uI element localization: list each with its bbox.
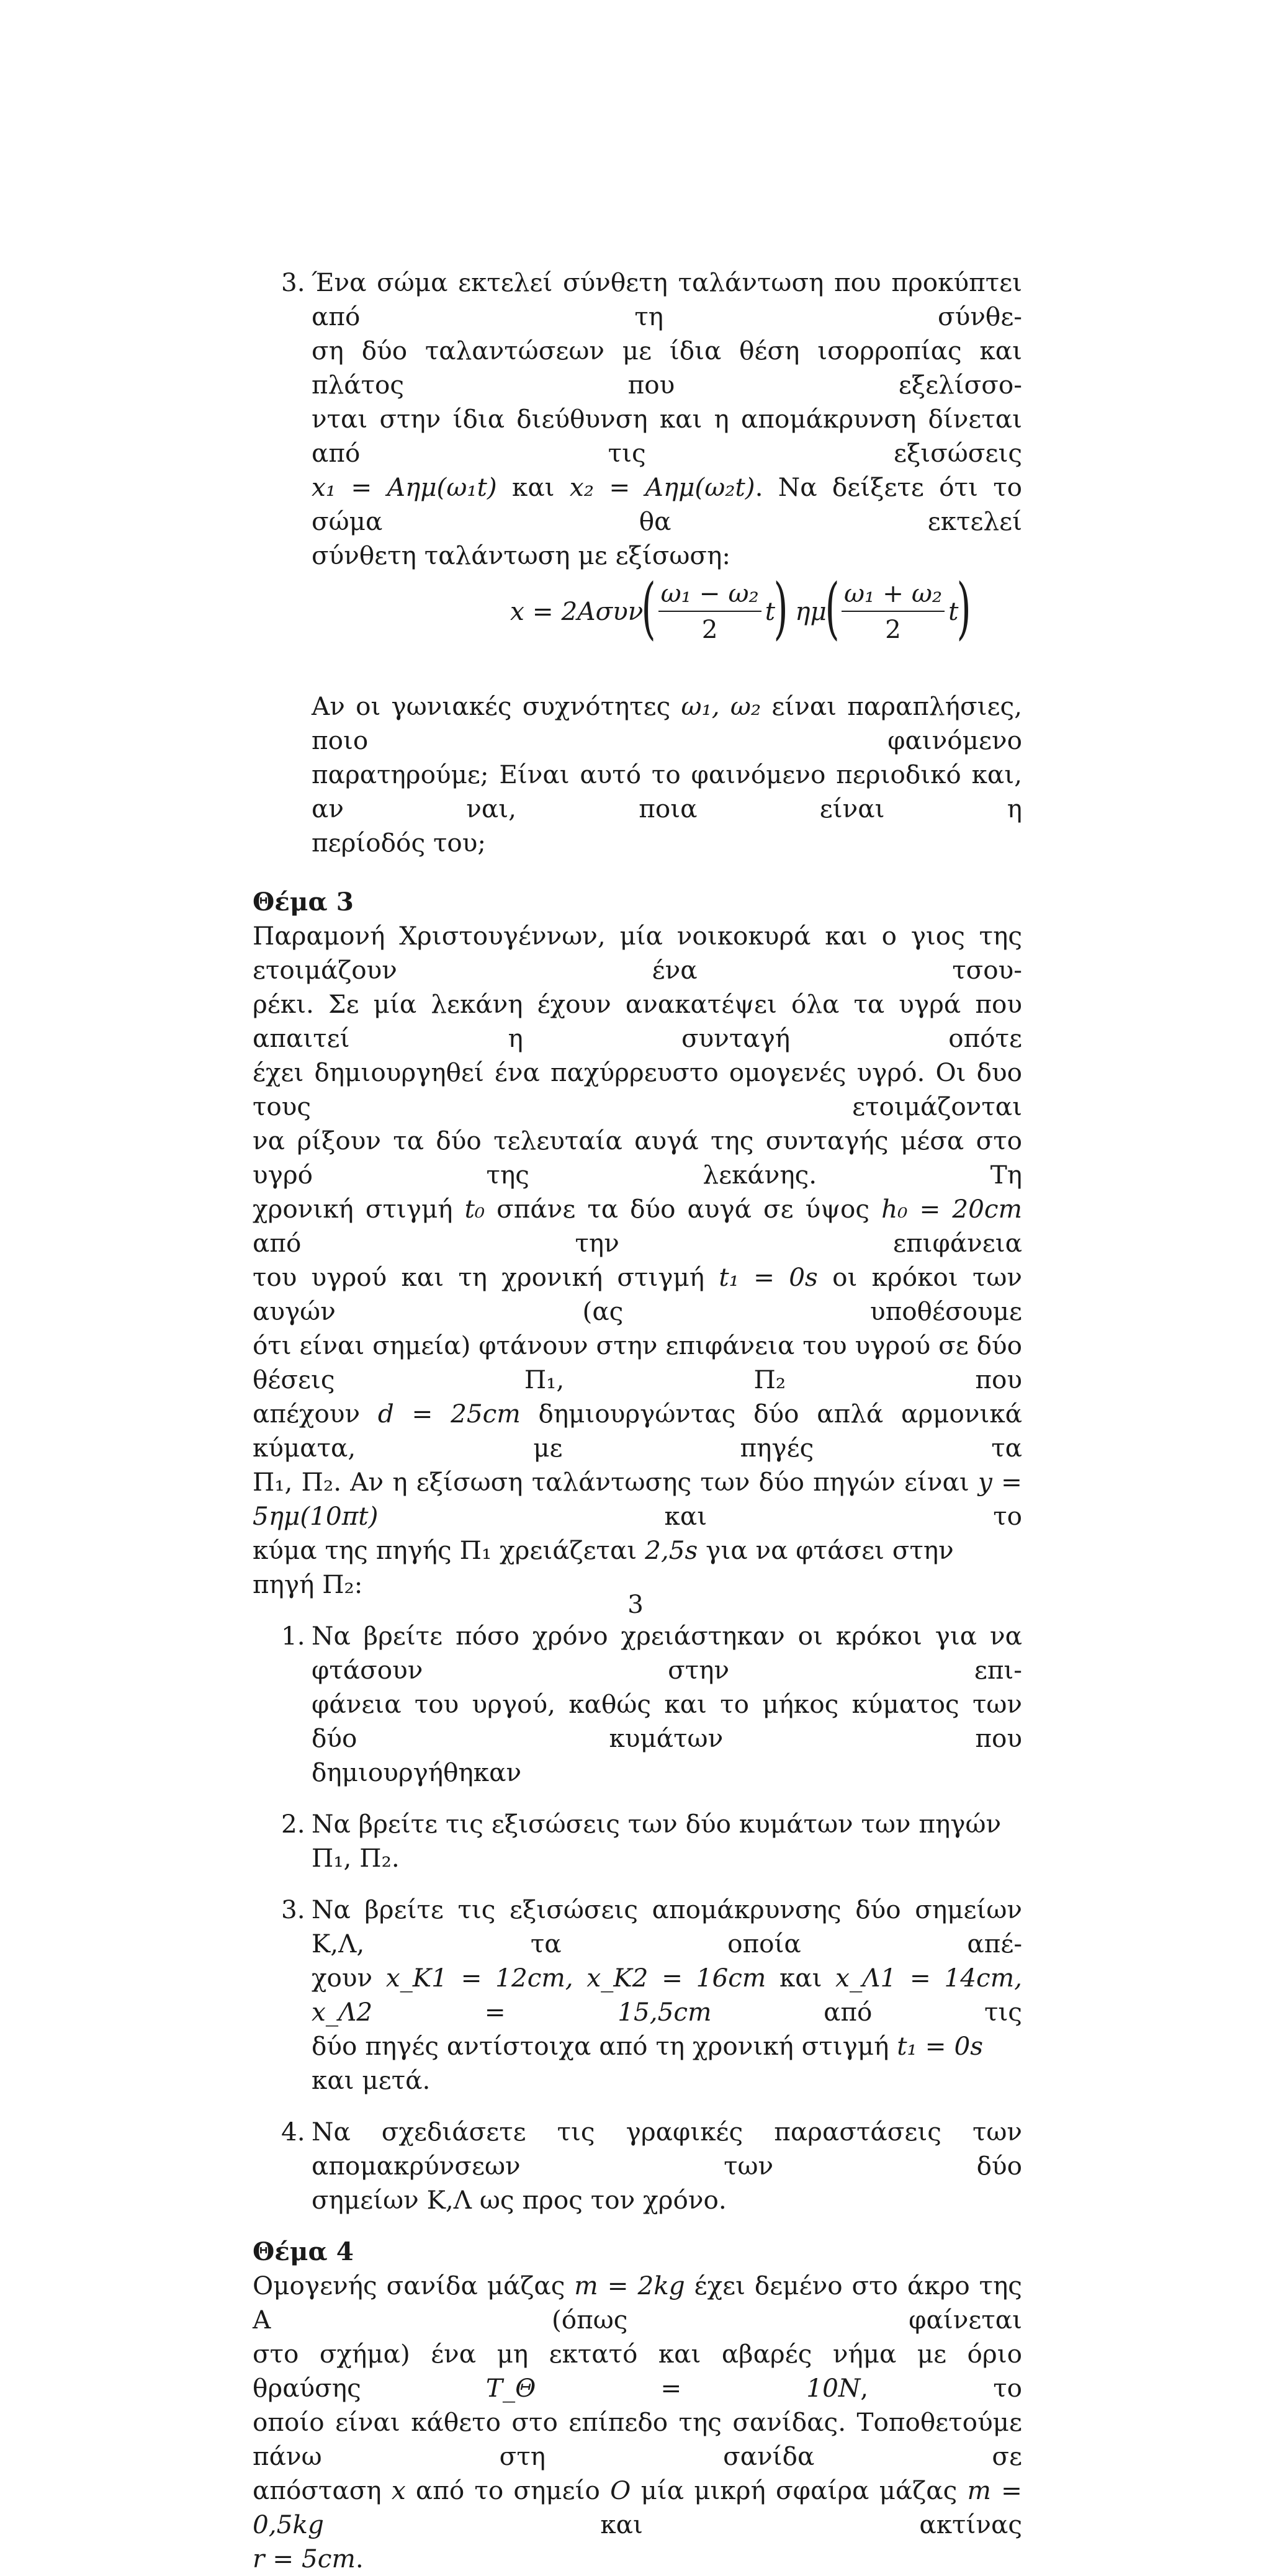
text-line: στο σχήμα) ένα μη εκτατό και αβαρές νήμα με όριο θραύσης T_Θ = 10N, το	[253, 2339, 1022, 2403]
text-line: ότι είναι σημεία) φτάνουν στην επιφάνεια του υγρού σε δύο θέσεις Π₁, Π₂ που	[253, 1331, 1023, 1394]
sub-item-2	[253, 1807, 1022, 1875]
fraction-denominator: 2	[701, 614, 718, 644]
text-line: φάνεια του υργού, καθώς και το μήκος κύματος των δύο κυμάτων που	[312, 1689, 1022, 1753]
eq-var: t	[765, 596, 776, 626]
fraction-numerator: ω₁ + ω₂	[842, 578, 945, 612]
section-heading: Θέμα 4	[253, 2237, 354, 2266]
sub-item-3	[253, 1893, 1022, 2098]
sub-item-4	[253, 2115, 1022, 2217]
text-line: Αν οι γωνιακές συχνότητες ω₁, ω₂ είναι παραπλήσιες, ποιο φαινόμενο	[312, 691, 1023, 755]
section-body	[253, 2269, 1022, 2576]
text-line: απέχουν d = 25cm δημιουργώντας δύο απλά αρμονικά κύματα, με πηγές τα	[253, 1399, 1022, 1463]
text-line: Να βρείτε τις εξισώσεις των δύο κυμάτων των πηγών Π₁, Π₂.	[312, 1809, 1002, 1873]
fraction-numerator: ω₁ − ω₂	[658, 578, 761, 612]
left-paren: (	[641, 570, 657, 647]
sub-item-1	[253, 1619, 1022, 1790]
text-line: να ρίξουν τα δύο τελευταία αυγά της συνταγής μέσα στο υγρό της λεκάνης. Τη	[253, 1126, 1022, 1190]
text-line: ρέκι. Σε μία λεκάνη έχουν ανακατέψει όλα τα υγρά που απαιτεί η συνταγή οπότε	[253, 989, 1022, 1053]
fraction-denominator: 2	[885, 614, 901, 644]
text-line: Ομογενής σανίδα μάζας m = 2kg έχει δεμένο στο άκρο της Α (όπως φαίνεται	[253, 2271, 1022, 2335]
section-body	[253, 919, 1022, 1602]
item-number: 2.	[281, 1809, 305, 1839]
text-line: Να βρείτε πόσο χρόνο χρειάστηκαν οι κρόκοι για να φτάσουν στην επι-	[312, 1621, 1022, 1685]
item-number: 3.	[281, 267, 305, 297]
text-line: ση δύο ταλαντώσεων με ίδια θέση ισορροπίας και πλάτος που εξελίσσο-	[312, 336, 1022, 400]
text-line: Π₁, Π₂. Αν η εξίσωση ταλάντωσης των δύο πηγών είναι y = 5ημ(10πt) και το	[253, 1467, 1022, 1531]
text-line: απόσταση x από το σημείο O μία μικρή σφαίρα μάζας m = 0,5kg και ακτίνας	[253, 2475, 1022, 2539]
left-paren: (	[825, 570, 840, 647]
right-paren: )	[773, 570, 788, 647]
display-equation	[312, 570, 1022, 689]
text-line: κύμα της πηγής Π₁ χρειάζεται 2,5s για να φτάσει στην πηγή Π₂:	[253, 1535, 954, 1599]
math-x1: x₁ = Αημ(ω₁t)	[312, 472, 497, 502]
math-x2: x₂ = Αημ(ω₂t)	[569, 472, 755, 502]
page-body	[253, 266, 1022, 2576]
text-line: Παραμονή Χριστουγέννων, μία νοικοκυρά και ο γιος της ετοιμάζουν ένα τσου-	[253, 921, 1022, 985]
text-line: χουν x_K1 = 12cm, x_K2 = 16cm και x_Λ1 = 14cm, x_Λ2 = 15,5cm από τις	[312, 1963, 1022, 2027]
section-heading: Θέμα 3	[253, 887, 354, 917]
text-line: του υγρού και τη χρονική στιγμή t₁ = 0s οι κρόκοι των αυγών (ας υποθέσουμε	[253, 1262, 1023, 1326]
text-line: Να βρείτε τις εξισώσεις απομάκρυνσης δύο σημείων Κ,Λ, τα οποία απέ-	[312, 1895, 1022, 1959]
text-line: Να σχεδιάσετε τις γραφικές παραστάσεις των απομακρύνσεων των δύο	[312, 2117, 1022, 2181]
text-line: r = 5cm.	[253, 2544, 364, 2574]
text-line: δύο πηγές αντίστοιχα από τη χρονική στιγμή t₁ = 0s και μετά.	[312, 2031, 984, 2095]
eq-var: t	[948, 596, 959, 626]
text-line: οποίο είναι κάθετο στο επίπεδο της σανίδας. Τοποθετούμε πάνω στη σανίδα σε	[253, 2407, 1022, 2471]
text-line: χρονική στιγμή t₀ σπάνε τα δύο αυγά σε ύψος h₀ = 20cm από την επιφάνεια	[253, 1194, 1023, 1258]
item-number: 1.	[281, 1621, 305, 1651]
item-number: 4.	[281, 2117, 305, 2147]
item-number: 3.	[281, 1895, 305, 1924]
page-number: 3	[627, 1589, 644, 1619]
text-line: σημείων Κ,Λ ως προς τον χρόνο.	[312, 2185, 727, 2215]
text-line: Ένα σώμα εκτελεί σύνθετη ταλάντωση που προκύπτει από τη σύνθε-	[312, 267, 1022, 331]
problem-item-3	[253, 266, 1022, 860]
text-line: δημιουργήθηκαν	[312, 1757, 522, 1787]
text-line: x₁ = Αημ(ω₁t) και x₂ = Αημ(ω₂t). Να δείξετε ότι το σώμα θα εκτελεί	[312, 472, 1022, 536]
right-paren: )	[956, 570, 972, 647]
fraction	[842, 578, 945, 644]
text-line: περίοδός του;	[312, 828, 487, 858]
text-line: σύνθετη ταλάντωση με εξίσωση:	[312, 541, 730, 570]
eq-lhs: x = 2Ασυν	[510, 596, 644, 626]
fraction	[658, 578, 761, 644]
eq-func: ημ	[795, 596, 827, 626]
text-line: παρατηρούμε; Είναι αυτό το φαινόμενο περιοδικό και, αν ναι, ποια είναι η	[312, 760, 1022, 824]
text-line: νται στην ίδια διεύθυνση και η απομάκρυνση δίνεται από τις εξισώσεις	[312, 404, 1022, 468]
text-line: έχει δημιουργηθεί ένα παχύρρευστο ομογενές υγρό. Οι δυο τους ετοιμάζονται	[253, 1057, 1022, 1121]
